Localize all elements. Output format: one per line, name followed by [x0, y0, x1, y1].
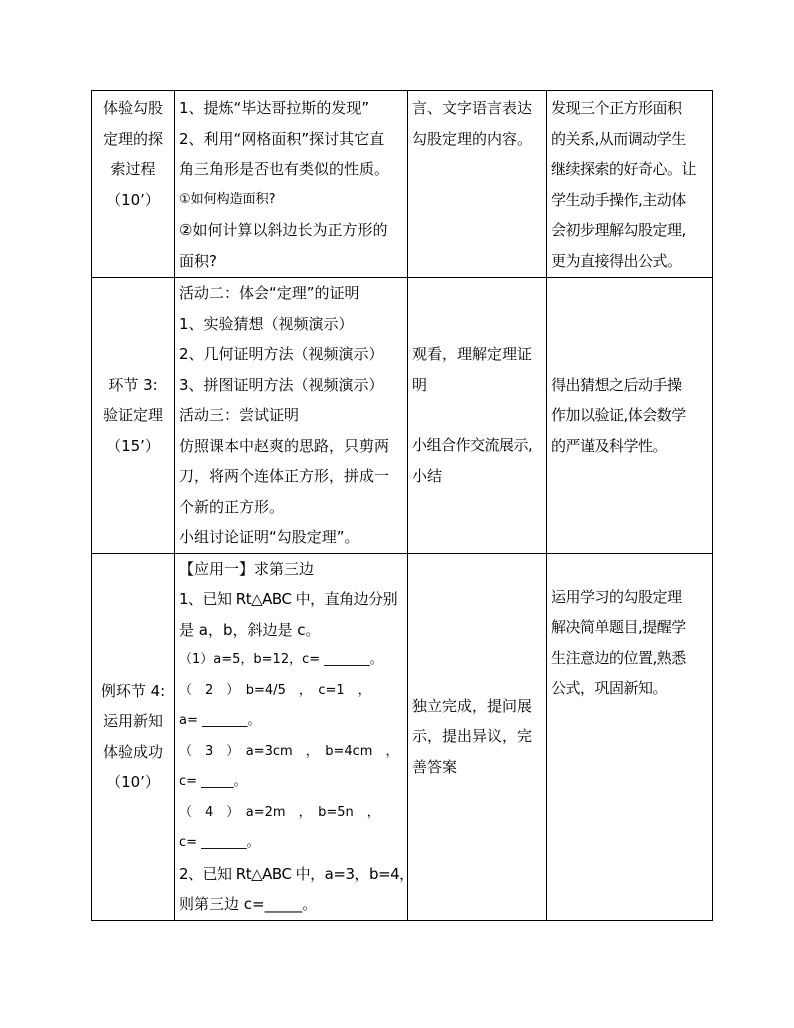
- teacher-activity-cell: [175, 278, 408, 554]
- table-row: [92, 553, 713, 920]
- text-line: （ 2 ） b=4/5 ， c=1 ，: [179, 682, 371, 698]
- stage-line: （10’）: [106, 773, 160, 791]
- text-line: 学生动手操作,主动体: [551, 190, 686, 209]
- text-line: （ 4 ） a=2m ， b=5n ，: [179, 804, 380, 820]
- text-line: 小组讨论证明“勾股定理”。: [179, 528, 360, 546]
- text-line: 解决简单题目,提醒学: [551, 618, 686, 636]
- text-line: 活动三：尝试证明: [179, 406, 300, 424]
- text-line: 3、拼图证明方法（视频演示）: [179, 375, 384, 394]
- spacer: [412, 400, 542, 430]
- text-line: 独立完成，提问展: [412, 696, 533, 715]
- stage-line: 环节 3:: [108, 375, 158, 394]
- stage-cell: [92, 553, 175, 920]
- text-line: 示，提出异议，完: [412, 727, 533, 746]
- text-line: 发现三个正方形面积: [551, 99, 682, 117]
- stage-line: 例环节 4:: [100, 681, 166, 700]
- teacher-activity-cell: [175, 553, 414, 920]
- text-line: 运用学习的勾股定理: [551, 587, 682, 606]
- text-line: 作加以验证,体会数学: [551, 406, 686, 424]
- text-line: 则第三边 c=_____。: [179, 895, 318, 913]
- text-line: 1、提炼“毕达哥拉斯的发现”: [179, 99, 370, 117]
- design-intent-cell: [547, 553, 713, 920]
- text-line: 明: [412, 375, 428, 394]
- design-intent-cell: [547, 278, 713, 554]
- stage-line: 索过程: [110, 160, 156, 178]
- text-line: 会初步理解勾股定理,: [551, 221, 686, 239]
- text-line: 善答案: [412, 757, 458, 776]
- lesson-plan-table: [91, 90, 713, 921]
- table-row: [92, 278, 713, 554]
- design-intent-cell: [547, 91, 713, 278]
- text-line: 更为直接得出公式。: [551, 251, 682, 270]
- text-line: 仿照课本中赵爽的思路，只剪两: [179, 436, 390, 455]
- text-line: 活动二：体会“定理”的证明: [179, 284, 360, 302]
- text-line: 个新的正方形。: [179, 497, 285, 516]
- text-line: c= _____。: [179, 774, 247, 789]
- text-line: 1、已知 Rt△ABC 中，直角边分别: [179, 590, 398, 608]
- stage-line: 定理的探: [102, 129, 163, 148]
- text-line: 2、已知 Rt△ABC 中，a=3，b=4，: [179, 864, 414, 883]
- text-line: 角三角形是否也有类似的性质。: [179, 160, 390, 178]
- stage-line: （15’）: [106, 436, 160, 455]
- text-line: 的关系,从而调动学生: [551, 129, 686, 148]
- text-line: 公式，巩固新知。: [551, 679, 668, 697]
- text-line: 【应用一】求第三边: [179, 559, 315, 578]
- text-line: 2、几何证明方法（视频演示）: [179, 345, 384, 363]
- text-line: c= _______。: [179, 835, 260, 850]
- text-line: 小组合作交流展示,: [412, 436, 533, 455]
- text-line: 面积?: [179, 251, 217, 270]
- text-line: 得出猜想之后动手操: [551, 375, 682, 394]
- text-line: 继续探索的好奇心。让: [551, 160, 697, 178]
- text-line: 观看，理解定理证: [412, 345, 533, 364]
- stage-line: 体验成功: [102, 742, 163, 761]
- text-line: ②如何计算以斜边长为正方形的: [179, 221, 388, 239]
- text-line: 的严谨及科学性。: [551, 436, 668, 455]
- student-activity-cell: [408, 278, 547, 554]
- stage-cell: [92, 278, 175, 554]
- text-line: ①如何构造面积?: [179, 191, 276, 207]
- text-line: （1）a=5，b=12，c= _______。: [179, 652, 383, 667]
- text-line: a= _______。: [179, 713, 261, 728]
- text-line: 是 a，b，斜边是 c。: [179, 620, 321, 639]
- table-row: [92, 91, 713, 278]
- text-line: 言、文字语言表达: [412, 99, 533, 117]
- text-line: （ 3 ） a=3cm ， b=4cm ，: [179, 743, 399, 759]
- text-line: 小结: [412, 466, 443, 485]
- text-line: 生注意边的位置,熟悉: [551, 648, 686, 667]
- stage-line: （10’）: [106, 190, 160, 209]
- stage-cell: [92, 91, 175, 278]
- stage-line: 验证定理: [102, 406, 163, 424]
- stage-line: 运用新知: [102, 712, 163, 730]
- text-line: 2、利用“网格面积”探讨其它直: [179, 129, 385, 148]
- text-line: 刀，将两个连体正方形，拼成一: [179, 467, 390, 485]
- teacher-activity-cell: [175, 91, 408, 278]
- student-activity-cell: [408, 553, 547, 920]
- stage-line: 体验勾股: [102, 99, 163, 117]
- student-activity-cell: [408, 91, 547, 278]
- text-line: 1、实验猜想（视频演示）: [179, 314, 354, 333]
- text-line: 勾股定理的内容。: [412, 129, 533, 148]
